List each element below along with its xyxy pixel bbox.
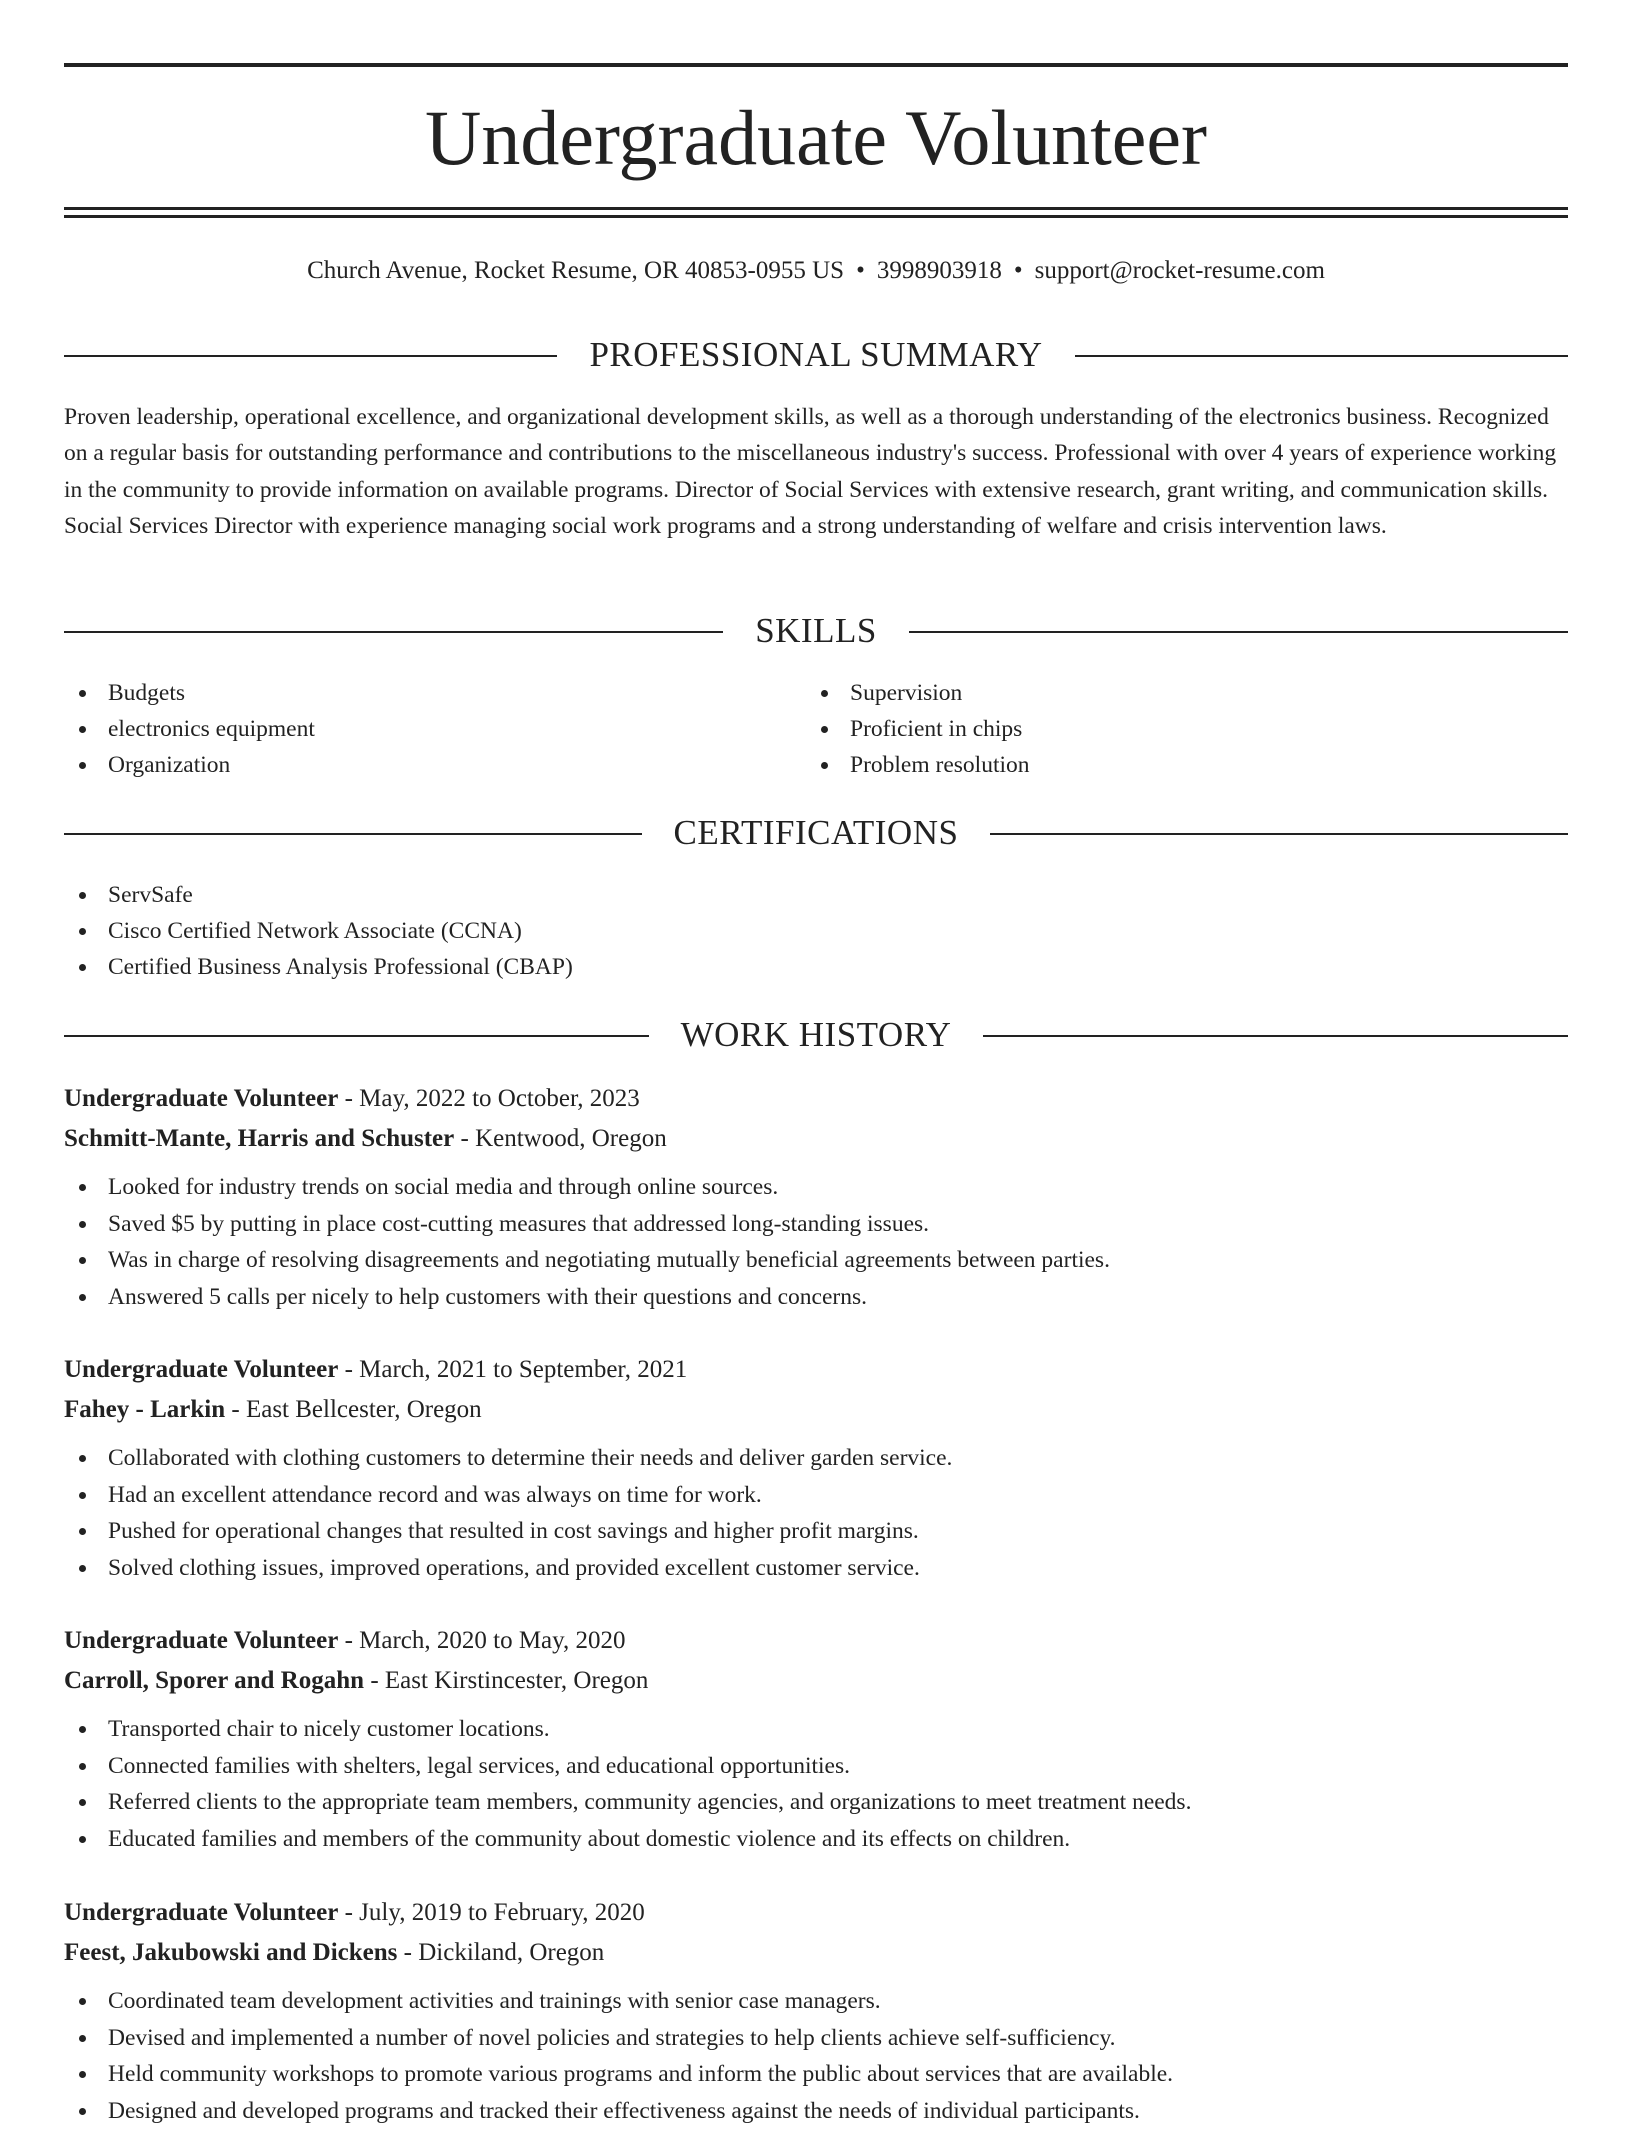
- work-history-heading: [64, 1014, 1568, 1054]
- job-bullet: Held community workshops to promote various programs and inform the public about services that are available.: [64, 2056, 1568, 2093]
- contact-address: Church Avenue, Rocket Resume, OR 40853-0955 US: [307, 257, 845, 284]
- top-rule: [64, 63, 1568, 67]
- job-location: - Kentwood, Oregon: [454, 1125, 667, 1152]
- contact-separator: •: [1013, 257, 1023, 284]
- job-company-line: [64, 1119, 1568, 1159]
- job-bullets: [64, 1440, 1568, 1587]
- summary-title: PROFESSIONAL SUMMARY: [557, 335, 1074, 374]
- job-bullet: Pushed for operational changes that resulted in cost savings and higher profit margins.: [64, 1513, 1568, 1550]
- candidate-name: Undergraduate Volunteer: [425, 94, 1207, 181]
- job-entry: [64, 1893, 1568, 2130]
- job-company: Schmitt-Mante, Harris and Schuster: [64, 1125, 455, 1152]
- job-bullet: Connected families with shelters, legal services, and educational opportunities.: [64, 1748, 1568, 1785]
- skill-item: Organization: [64, 747, 315, 783]
- certification-item: ServSafe: [64, 877, 573, 913]
- job-title-line: [64, 1079, 1568, 1119]
- job-company: Carroll, Sporer and Rogahn: [64, 1667, 365, 1694]
- job-company: Feest, Jakubowski and Dickens: [64, 1939, 398, 1966]
- job-company-line: [64, 1661, 1568, 1701]
- skill-item: Budgets: [64, 675, 315, 711]
- job-bullet: Coordinated team development activities and trainings with senior case managers.: [64, 1983, 1568, 2020]
- job-bullet: Transported chair to nicely customer locations.: [64, 1711, 1568, 1748]
- job-bullet: Had an excellent attendance record and was always on time for work.: [64, 1477, 1568, 1514]
- job-title-line: [64, 1621, 1568, 1661]
- skill-item: Proficient in chips: [806, 711, 1030, 747]
- certifications-title: CERTIFICATIONS: [642, 813, 991, 852]
- job-title: Undergraduate Volunteer: [64, 1899, 339, 1926]
- job-bullet: Educated families and members of the community about domestic violence and its effects on children.: [64, 1821, 1568, 1858]
- skill-item: Problem resolution: [806, 747, 1030, 783]
- job-title: Undergraduate Volunteer: [64, 1085, 339, 1112]
- job-location: - Dickiland, Oregon: [397, 1939, 605, 1966]
- skills-list-left: [64, 675, 315, 783]
- contact-separator: •: [856, 257, 865, 284]
- job-bullet: Was in charge of resolving disagreements and negotiating mutually beneficial agreements between parties.: [64, 1242, 1568, 1279]
- summary-heading: [64, 334, 1568, 374]
- double-rule: [64, 207, 1568, 218]
- job-dates: - May, 2022 to October, 2023: [338, 1085, 640, 1112]
- skills-heading: [64, 610, 1568, 650]
- job-dates: - July, 2019 to February, 2020: [338, 1899, 645, 1926]
- certification-item: Cisco Certified Network Associate (CCNA): [64, 913, 573, 949]
- job-bullets: [64, 1983, 1568, 2130]
- job-title-line: [64, 1893, 1568, 1933]
- contact-email: support@rocket-resume.com: [1034, 257, 1325, 284]
- contact-line: [64, 254, 1568, 288]
- job-bullet: Saved $5 by putting in place cost-cutting measures that addressed long-standing issues.: [64, 1206, 1568, 1243]
- job-bullet: Collaborated with clothing customers to determine their needs and deliver garden service.: [64, 1440, 1568, 1477]
- job-entry: [64, 1079, 1568, 1316]
- skills-list-right: [806, 675, 1030, 783]
- job-location: - East Bellcester, Oregon: [225, 1396, 482, 1423]
- job-title-line: [64, 1350, 1568, 1390]
- job-company-line: [64, 1933, 1568, 1973]
- certifications-list: [64, 877, 573, 985]
- job-bullets: [64, 1169, 1568, 1316]
- certification-item: Certified Business Analysis Professional (CBAP): [64, 949, 573, 985]
- job-entry: [64, 1350, 1568, 1587]
- skills-title: SKILLS: [723, 611, 909, 650]
- job-location: - East Kirstincester, Oregon: [364, 1667, 649, 1694]
- job-bullet: Solved clothing issues, improved operations, and provided excellent customer service.: [64, 1550, 1568, 1587]
- contact-phone: 3998903918: [876, 257, 1002, 284]
- job-entry: [64, 1621, 1568, 1858]
- job-dates: - March, 2021 to September, 2021: [338, 1356, 688, 1383]
- job-bullet: Referred clients to the appropriate team members, community agencies, and organizations to meet treatment needs.: [64, 1784, 1568, 1821]
- job-company: Fahey - Larkin: [64, 1396, 226, 1423]
- job-bullets: [64, 1711, 1568, 1858]
- job-bullet: Designed and developed programs and tracked their effectiveness against the needs of individual participants.: [64, 2093, 1568, 2130]
- skill-item: Supervision: [806, 675, 1030, 711]
- skill-item: electronics equipment: [64, 711, 315, 747]
- job-bullet: Answered 5 calls per nicely to help customers with their questions and concerns.: [64, 1279, 1568, 1316]
- job-company-line: [64, 1390, 1568, 1430]
- work-history-title: WORK HISTORY: [649, 1015, 984, 1054]
- certifications-heading: [64, 812, 1568, 852]
- job-title: Undergraduate Volunteer: [64, 1627, 339, 1654]
- job-title: Undergraduate Volunteer: [64, 1356, 339, 1383]
- summary-text: Proven leadership, operational excellence, and organizational development skills, as well as a thorough understanding of the electronics business. Recognized on a regular basis for outstanding performance and contributions to the miscellaneous industry's success. Professional with over 4 years of experience working in the community to provide information on available programs. Director of Social Services with extensive research, grant writing, and communication skills. Social Services Director with experience managing social work programs and a strong understanding of welfare and crisis intervention laws.: [64, 404, 1557, 539]
- job-bullet: Devised and implemented a number of novel policies and strategies to help clients achieve self-sufficiency.: [64, 2020, 1568, 2057]
- job-dates: - March, 2020 to May, 2020: [338, 1627, 626, 1654]
- job-bullet: Looked for industry trends on social media and through online sources.: [64, 1169, 1568, 1206]
